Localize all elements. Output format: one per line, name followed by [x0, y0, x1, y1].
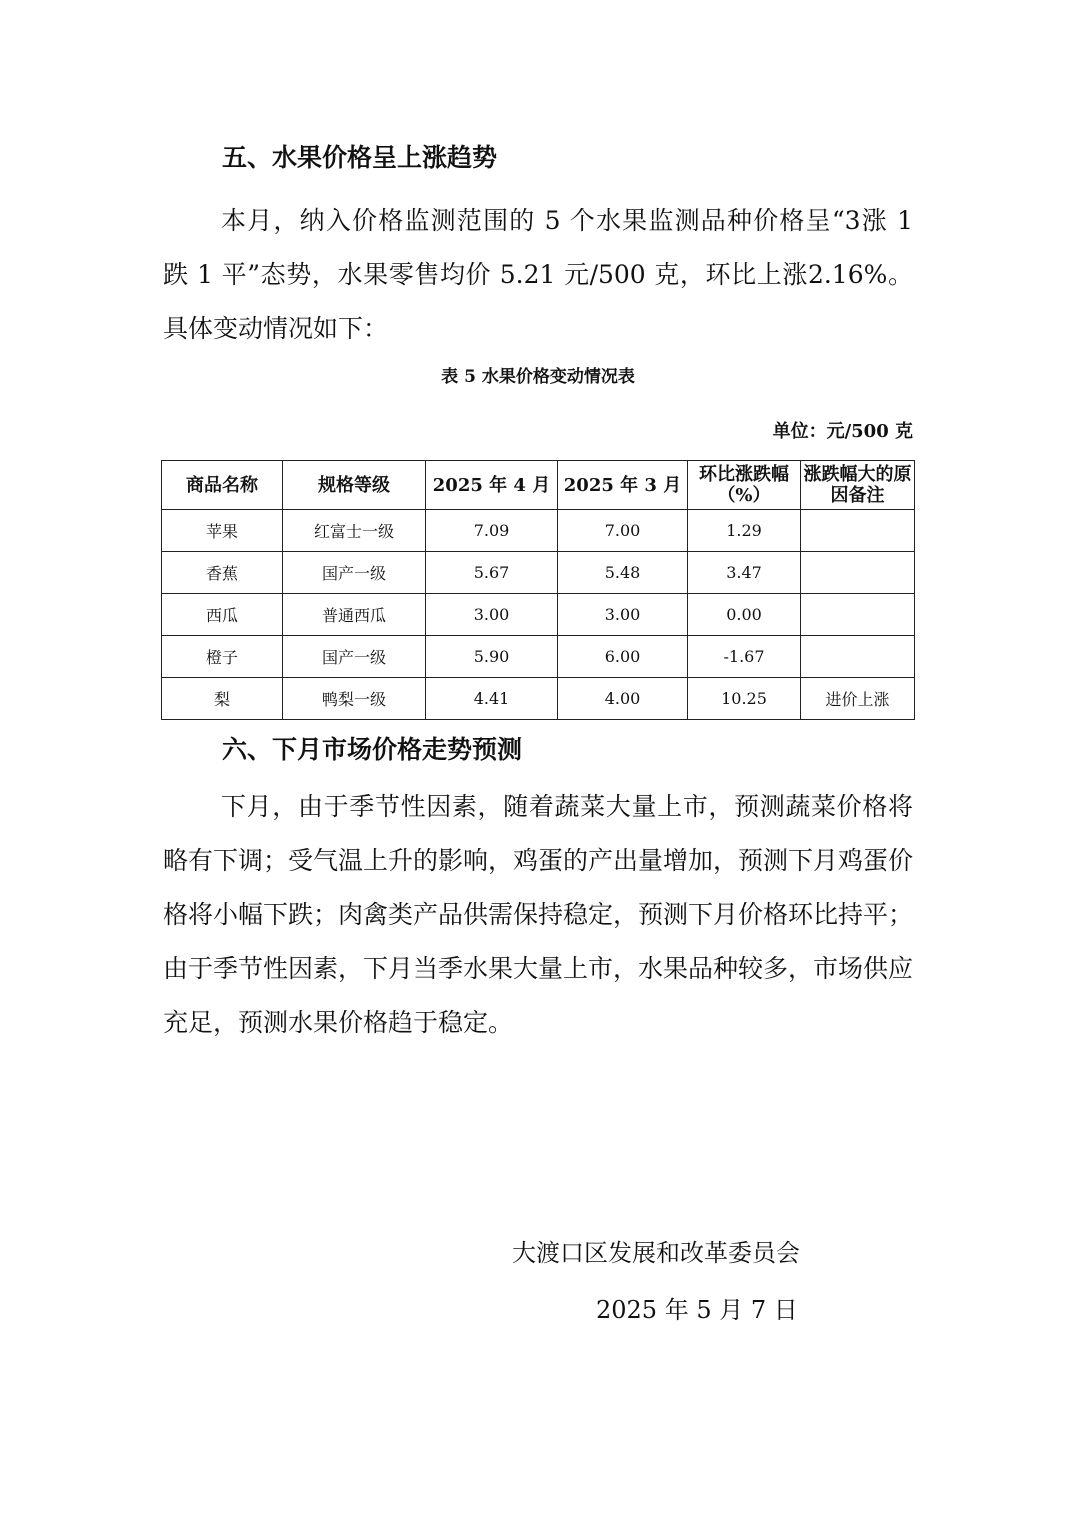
cell-spec: 红富士一级	[283, 510, 426, 552]
section-5-heading: 五、水果价格呈上涨趋势	[222, 143, 498, 172]
cell-march: 6.00	[558, 636, 688, 678]
cell-march: 4.00	[558, 678, 688, 720]
cell-spec: 鸭梨一级	[283, 678, 426, 720]
cell-change: 1.29	[688, 510, 801, 552]
table-caption: 表 5 水果价格变动情况表	[441, 367, 635, 387]
fruit-price-table	[161, 460, 915, 720]
header-spec-grade: 规格等级	[283, 461, 426, 510]
cell-note	[801, 510, 915, 552]
cell-note	[801, 552, 915, 594]
table-header-row	[162, 461, 915, 510]
cell-change: -1.67	[688, 636, 801, 678]
cell-note: 进价上涨	[801, 678, 915, 720]
cell-march: 3.00	[558, 594, 688, 636]
cell-march: 5.48	[558, 552, 688, 594]
cell-march: 7.00	[558, 510, 688, 552]
cell-name: 橙子	[162, 636, 283, 678]
header-march-2025: 2025 年 3 月	[558, 461, 688, 510]
table-row	[162, 510, 915, 552]
cell-name: 苹果	[162, 510, 283, 552]
table-unit-label: 单位：元/500 克	[772, 421, 913, 442]
cell-note	[801, 594, 915, 636]
cell-change: 3.47	[688, 552, 801, 594]
cell-spec: 国产一级	[283, 636, 426, 678]
cell-note	[801, 636, 915, 678]
cell-april: 4.41	[426, 678, 558, 720]
section-6-heading: 六、下月市场价格走势预测	[222, 735, 523, 764]
section-5-paragraph: 本月，纳入价格监测范围的 5 个水果监测品种价格呈“3涨 1 跌 1 平”态势，水果零售均价 5.21 元/500 克，环比上涨2.16%。具体变动情况如下：	[163, 206, 913, 343]
cell-change: 10.25	[688, 678, 801, 720]
header-mom-change: 环比涨跌幅（%）	[688, 461, 801, 510]
cell-spec: 国产一级	[283, 552, 426, 594]
table-row	[162, 636, 915, 678]
cell-april: 7.09	[426, 510, 558, 552]
section-6-paragraph: 下月，由于季节性因素，随着蔬菜大量上市，预测蔬菜价格将略有下调；受气温上升的影响，鸡蛋的产出量增加，预测下月鸡蛋价格将小幅下跌；肉禽类产品供需保持稳定，预测下月价格环比持平；由于季节性因素，下月当季水果大量上市，水果品种较多，市场供应充足，预测水果价格趋于稳定。	[163, 792, 914, 1037]
cell-april: 5.67	[426, 552, 558, 594]
cell-change: 0.00	[688, 594, 801, 636]
cell-name: 梨	[162, 678, 283, 720]
table-row	[162, 594, 915, 636]
cell-april: 5.90	[426, 636, 558, 678]
table-row	[162, 552, 915, 594]
cell-name: 香蕉	[162, 552, 283, 594]
table-row	[162, 678, 915, 720]
cell-april: 3.00	[426, 594, 558, 636]
header-reason-note: 涨跌幅大的原因备注	[801, 461, 915, 510]
signature-organization: 大渡口区发展和改革委员会	[512, 1239, 800, 1267]
header-april-2025: 2025 年 4 月	[426, 461, 558, 510]
cell-spec: 普通西瓜	[283, 594, 426, 636]
header-product-name: 商品名称	[162, 461, 283, 510]
signature-date: 2025 年 5 月 7 日	[596, 1296, 798, 1324]
cell-name: 西瓜	[162, 594, 283, 636]
